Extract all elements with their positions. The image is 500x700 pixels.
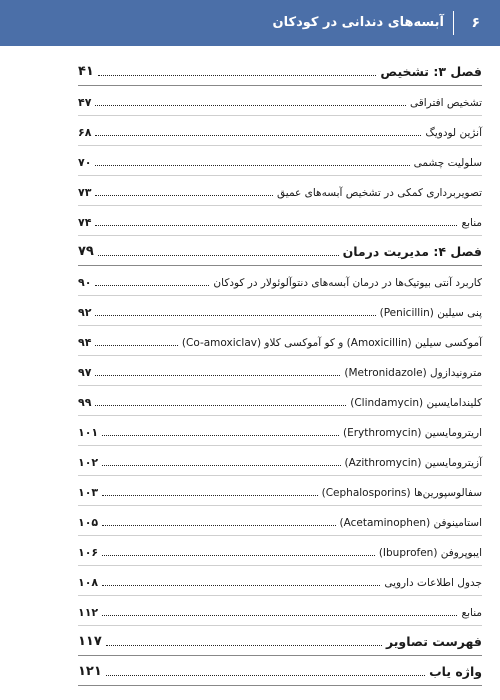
- toc-entry-title: کلیندامایسین (Clindamycin): [350, 397, 482, 409]
- dot-leader: [95, 195, 273, 196]
- toc-entry-row[interactable]: [78, 146, 482, 176]
- toc-entry-title: فهرست تصاویر: [385, 634, 482, 649]
- toc-entry-title: تصویربرداری کمکی در تشخیص آبسه‌های عمیق: [277, 187, 482, 199]
- toc-chapter-row[interactable]: [78, 236, 482, 266]
- toc-entry-row[interactable]: [78, 356, 482, 386]
- dot-leader: [102, 495, 317, 496]
- toc-entry-row[interactable]: [78, 296, 482, 326]
- dot-leader: [102, 525, 335, 526]
- toc-page-number: ۱۱۷: [78, 634, 102, 649]
- dot-leader: [95, 345, 177, 346]
- dot-leader: [95, 105, 406, 106]
- toc-entry-row[interactable]: [78, 476, 482, 506]
- dot-leader: [102, 555, 375, 556]
- toc-entry-row[interactable]: [78, 206, 482, 236]
- toc-page-number: ۹۲: [78, 306, 92, 319]
- toc-entry-title: منابع: [461, 217, 482, 229]
- toc-page-number: ۱۰۲: [78, 456, 99, 469]
- toc-entry-row[interactable]: [78, 266, 482, 296]
- toc-entry-title: مترونیدازول (Metronidazole): [344, 367, 482, 379]
- toc-page-number: ۱۰۸: [78, 576, 99, 589]
- toc-entry-row[interactable]: [78, 326, 482, 356]
- page-header: [0, 0, 500, 46]
- toc-entry-row[interactable]: [78, 116, 482, 146]
- toc-entry-row[interactable]: [78, 446, 482, 476]
- toc-page-number: ۹۹: [78, 396, 92, 409]
- toc-entry-title: سفالوسپورین‌ها (Cephalosporins): [321, 487, 482, 499]
- toc-entry-title: آموکسی سیلین (Amoxicillin) و کو آموکسی کلاو (Co-amoxiclav): [181, 337, 482, 349]
- dot-leader: [102, 585, 380, 586]
- toc-page-number: ۶۸: [78, 126, 92, 139]
- dot-leader: [106, 675, 425, 676]
- toc-page-number: ۹۴: [78, 336, 92, 349]
- toc-entry-row[interactable]: [78, 416, 482, 446]
- toc-entry-title: سلولیت چشمی: [413, 157, 482, 169]
- toc-page-number: ۴۱: [78, 64, 94, 79]
- dot-leader: [98, 75, 377, 76]
- toc-page-number: ۴۷: [78, 96, 92, 109]
- dot-leader: [95, 135, 421, 136]
- dot-leader: [98, 255, 339, 256]
- header-divider: [453, 11, 454, 35]
- dot-leader: [95, 285, 209, 286]
- dot-leader: [95, 375, 340, 376]
- toc-entry-row[interactable]: [78, 176, 482, 206]
- dot-leader: [95, 315, 375, 316]
- toc-chapter-row[interactable]: [78, 626, 482, 656]
- toc-page-number: ۱۱۲: [78, 606, 99, 619]
- dot-leader: [102, 615, 457, 616]
- toc-chapter-row[interactable]: [78, 56, 482, 86]
- toc-entry-row[interactable]: [78, 386, 482, 416]
- table-of-contents: [78, 56, 482, 686]
- toc-entry-title: فصل ۴: مدیریت درمان: [342, 244, 482, 259]
- toc-entry-row[interactable]: [78, 536, 482, 566]
- dot-leader: [102, 435, 339, 436]
- toc-page-number: ۹۷: [78, 366, 92, 379]
- page-number: ۶: [471, 15, 480, 31]
- toc-entry-title: ایبوپروفن (Ibuprofen): [378, 547, 482, 559]
- toc-entry-title: آنژین لودویگ: [425, 127, 482, 139]
- toc-entry-title: کاربرد آنتی بیوتیک‌ها در درمان آبسه‌های دنتوآلوئولار در کودکان: [213, 277, 482, 289]
- toc-page-number: ۱۰۱: [78, 426, 99, 439]
- toc-page-number: ۹۰: [78, 276, 92, 289]
- toc-chapter-row[interactable]: [78, 656, 482, 686]
- toc-entry-title: تشخیص افتراقی: [409, 97, 482, 109]
- toc-page-number: ۱۰۵: [78, 516, 99, 529]
- dot-leader: [95, 405, 346, 406]
- toc-entry-row[interactable]: [78, 596, 482, 626]
- toc-page-number: ۱۰۳: [78, 486, 99, 499]
- toc-entry-row[interactable]: [78, 566, 482, 596]
- toc-entry-title: واژه یاب: [429, 664, 482, 679]
- toc-entry-title: استامینوفن (Acetaminophen): [339, 517, 482, 529]
- toc-entry-title: پنی سیلین (Penicillin): [379, 307, 482, 319]
- dot-leader: [106, 645, 382, 646]
- running-title: آبسه‌های دندانی در کودکان: [272, 15, 444, 30]
- dot-leader: [95, 165, 409, 166]
- toc-entry-title: آزیترومایسین (Azithromycin): [344, 457, 482, 469]
- toc-entry-title: اریترومایسین (Erythromycin): [343, 427, 482, 439]
- dot-leader: [95, 225, 457, 226]
- toc-page-number: ۷۹: [78, 244, 94, 259]
- toc-entry-title: منابع: [461, 607, 482, 619]
- toc-entry-row[interactable]: [78, 506, 482, 536]
- toc-entry-title: فصل ۳: تشخیص: [380, 64, 482, 79]
- toc-page-number: ۷۳: [78, 186, 92, 199]
- toc-page-number: ۷۴: [78, 216, 92, 229]
- toc-entry-title: جدول اطلاعات دارویی: [384, 577, 482, 589]
- dot-leader: [102, 465, 340, 466]
- toc-page-number: ۷۰: [78, 156, 92, 169]
- toc-page-number: ۱۰۶: [78, 546, 99, 559]
- toc-entry-row[interactable]: [78, 86, 482, 116]
- toc-page-number: ۱۲۱: [78, 664, 102, 679]
